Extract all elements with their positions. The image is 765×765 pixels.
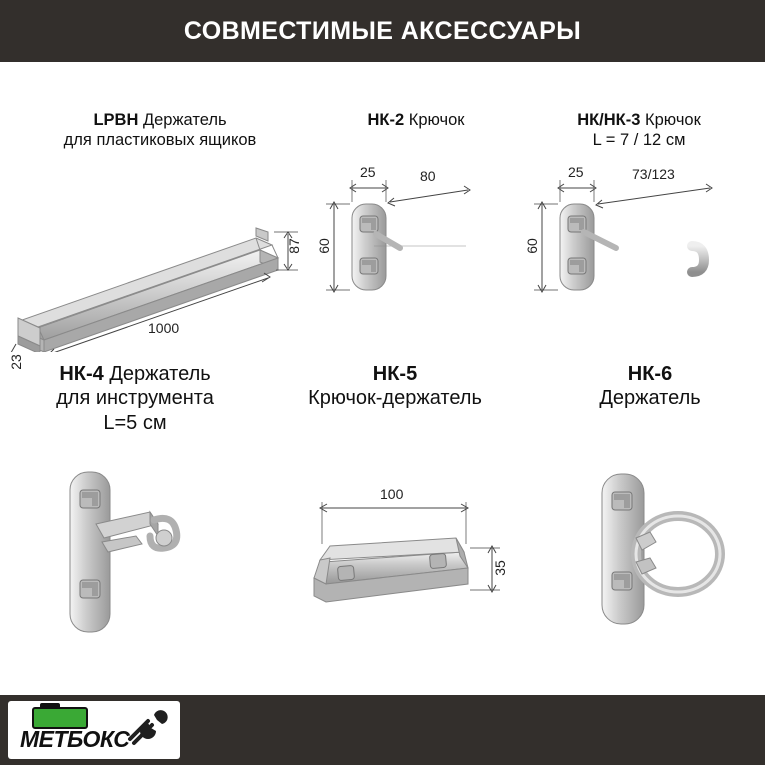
item-nk-5 bbox=[270, 362, 520, 411]
dim-nk2-25: 25 bbox=[360, 164, 376, 180]
item-caption bbox=[270, 362, 520, 411]
item-code: LPBH bbox=[93, 111, 139, 129]
nk-3-drawing bbox=[523, 164, 754, 352]
dim-lpbh-23: 23 bbox=[7, 354, 24, 370]
nk-4-drawing bbox=[30, 462, 250, 662]
item-caption bbox=[316, 110, 516, 130]
lpbh-drawing bbox=[7, 172, 310, 370]
item-code: НК-5 bbox=[372, 363, 418, 385]
dim-nk5-100: 100 bbox=[380, 486, 404, 502]
item-length: L=5 см bbox=[103, 411, 167, 434]
nk-6-svg bbox=[570, 462, 765, 662]
page-footer bbox=[0, 695, 765, 765]
item-nk-nk-3 bbox=[524, 110, 754, 150]
item-code: НК-4 bbox=[59, 363, 104, 385]
dim-nk2-80: 80 bbox=[420, 168, 436, 184]
dim-lpbh-1000: 1000 bbox=[148, 320, 180, 336]
item-name: Крючок-держатель bbox=[308, 387, 482, 410]
item-name: Крючок bbox=[408, 111, 465, 129]
nk-2-drawing bbox=[315, 164, 516, 352]
item-nk-6 bbox=[540, 362, 760, 411]
item-caption bbox=[524, 110, 754, 150]
wrench-icon bbox=[124, 709, 168, 749]
dim-nk2-60: 60 bbox=[315, 238, 332, 254]
nk-6-drawing bbox=[570, 462, 765, 662]
dim-nk3-73-123: 73/123 bbox=[632, 166, 675, 182]
item-name: Держатель bbox=[599, 387, 701, 410]
logo-inner bbox=[14, 705, 174, 755]
nk-2-svg bbox=[316, 172, 516, 352]
page-title: СОВМЕСТИМЫЕ АКСЕССУАРЫ bbox=[183, 16, 582, 45]
item-caption bbox=[20, 110, 300, 150]
logo-text: МЕТБОКС bbox=[20, 726, 130, 752]
dim-nk5-35: 35 bbox=[491, 560, 508, 576]
item-lpbh bbox=[20, 110, 300, 150]
item-subtitle: для инструмента bbox=[56, 387, 214, 410]
accessories-grid bbox=[0, 62, 765, 695]
item-nk-4 bbox=[10, 362, 260, 435]
item-nk-2 bbox=[316, 110, 516, 130]
item-name: Крючок bbox=[645, 111, 701, 129]
dim-lpbh-87: 87 bbox=[285, 238, 302, 254]
page-header bbox=[0, 0, 765, 62]
dim-nk3-25: 25 bbox=[568, 164, 584, 180]
item-subtitle: для пластиковых ящиков bbox=[63, 131, 257, 150]
item-caption bbox=[10, 362, 260, 435]
item-name: Держатель bbox=[109, 363, 211, 385]
item-code: НК-6 bbox=[627, 363, 673, 385]
item-code: НК-2 bbox=[367, 111, 405, 129]
item-name: Держатель bbox=[142, 111, 227, 129]
item-title-line bbox=[524, 110, 754, 130]
item-title-line bbox=[10, 362, 260, 386]
nk-4-svg bbox=[30, 462, 250, 662]
item-subtitle: L = 7 / 12 см bbox=[592, 131, 686, 150]
item-code: НК/НК-3 bbox=[577, 111, 641, 129]
brand-logo bbox=[8, 701, 180, 759]
item-title-line bbox=[316, 110, 516, 130]
nk-5-drawing bbox=[280, 462, 540, 662]
dim-nk3-60: 60 bbox=[523, 238, 540, 254]
item-title-line bbox=[20, 110, 300, 130]
item-caption bbox=[540, 362, 760, 411]
nk-3-svg bbox=[524, 172, 754, 352]
